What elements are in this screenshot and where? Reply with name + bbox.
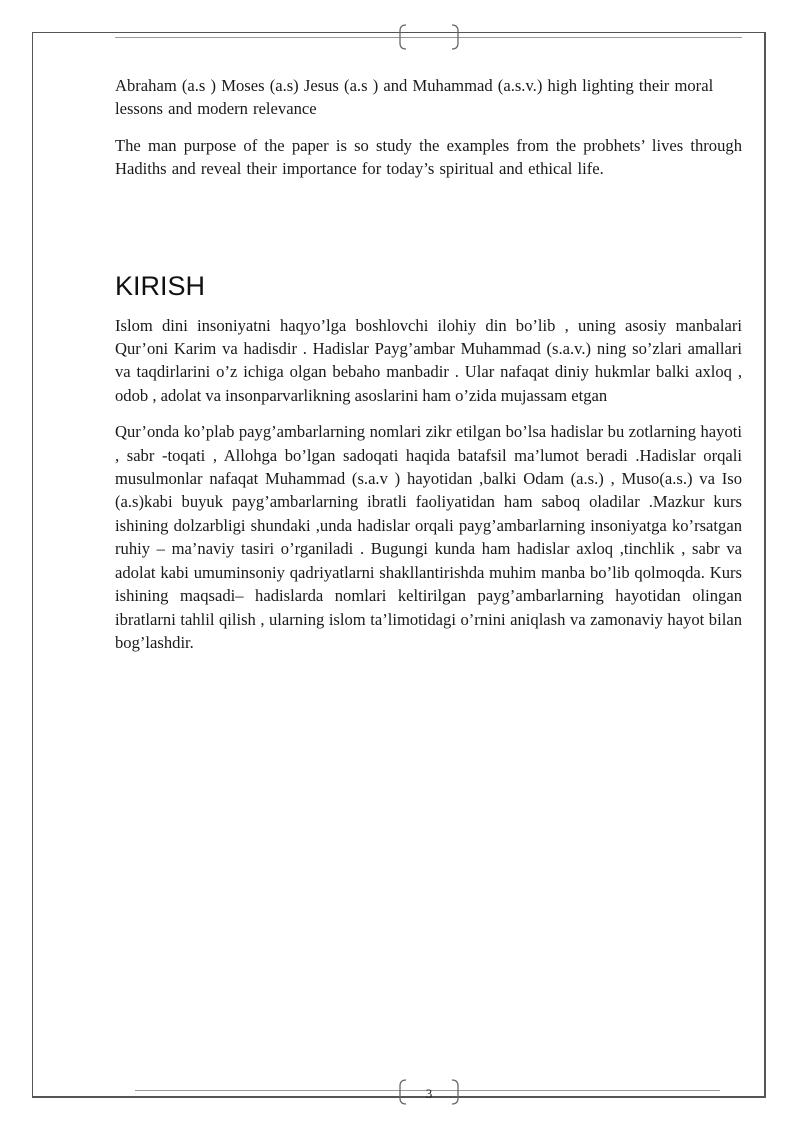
page-number: 3 (425, 1086, 433, 1101)
page-content (115, 74, 742, 654)
header-bracket-ornament (398, 24, 453, 50)
section-paragraph-2: Qur’onda ko’plab payg’ambarlarning nomlari zikr etilgan bo’lsa hadislar bu zotlarning hayoti , sabr -toqati , Allohga bo’lgan sadoqati haqida batafsil ma’lumot beradi .Hadislar orqali musulmonlar nafaqat Muhammad (s.a.v ) hayotidan ,balki Odam (a.s.) , Muso(a.s.) va Iso (a.s)kabi buyuk payg’ambarlarning ibratli faoliyatidan ham saboq oladilar .Mazkur kurs ishining dolzarbligi shundaki ,unda hadislar orqali payg’ambarlarning insoniyatga ko’rsatgan ruhiy – ma’naviy tasiri o’rganiladi . Bugungi kunda ham hadislar axloq ,tinchlik , sabr va adolat kabi umuminsoniy qadriyatlarni shakllantirishda muhim manba bo’lib qolmoqda. Kurs ishining maqsadi– hadislarda nomlari keltirilgan payg’ambarlarning hayotidan olingan ibratlarni tahlil qilish , ularning islom ta’limotidagi o’rnini aniqlash va zamonaviy hayot bilan bog’lashdir. (115, 422, 742, 652)
section-paragraph-1: Islom dini insoniyatni haqyo’lga boshlovchi ilohiy din bo’lib , uning asosiy manbalari Qur’oni Karim va hadisdir . Hadislar Payg’ambar Muhammad (s.a.v.) ning so’zlari amallari va taqdirlarini o’z ichiga olgan bebaho manbadir . Ular nafaqat diniy hukmlar balki axloq , odob , adolat va insonparvarlikning asoslarini ham o’zida mujassam etgan (115, 315, 742, 405)
intro-paragraph-2: The man purpose of the paper is so study the examples from the probhets’ lives through Hadiths and reveal their importance for today’s spiritual and ethical life. (115, 135, 742, 179)
section-heading: KIRISH (115, 270, 206, 301)
intro-paragraph-1: Abraham (a.s ) Moses (a.s) Jesus (a.s ) and Muhammad (a.s.v.) high lighting their moral lessons and modern relevance (115, 76, 714, 119)
